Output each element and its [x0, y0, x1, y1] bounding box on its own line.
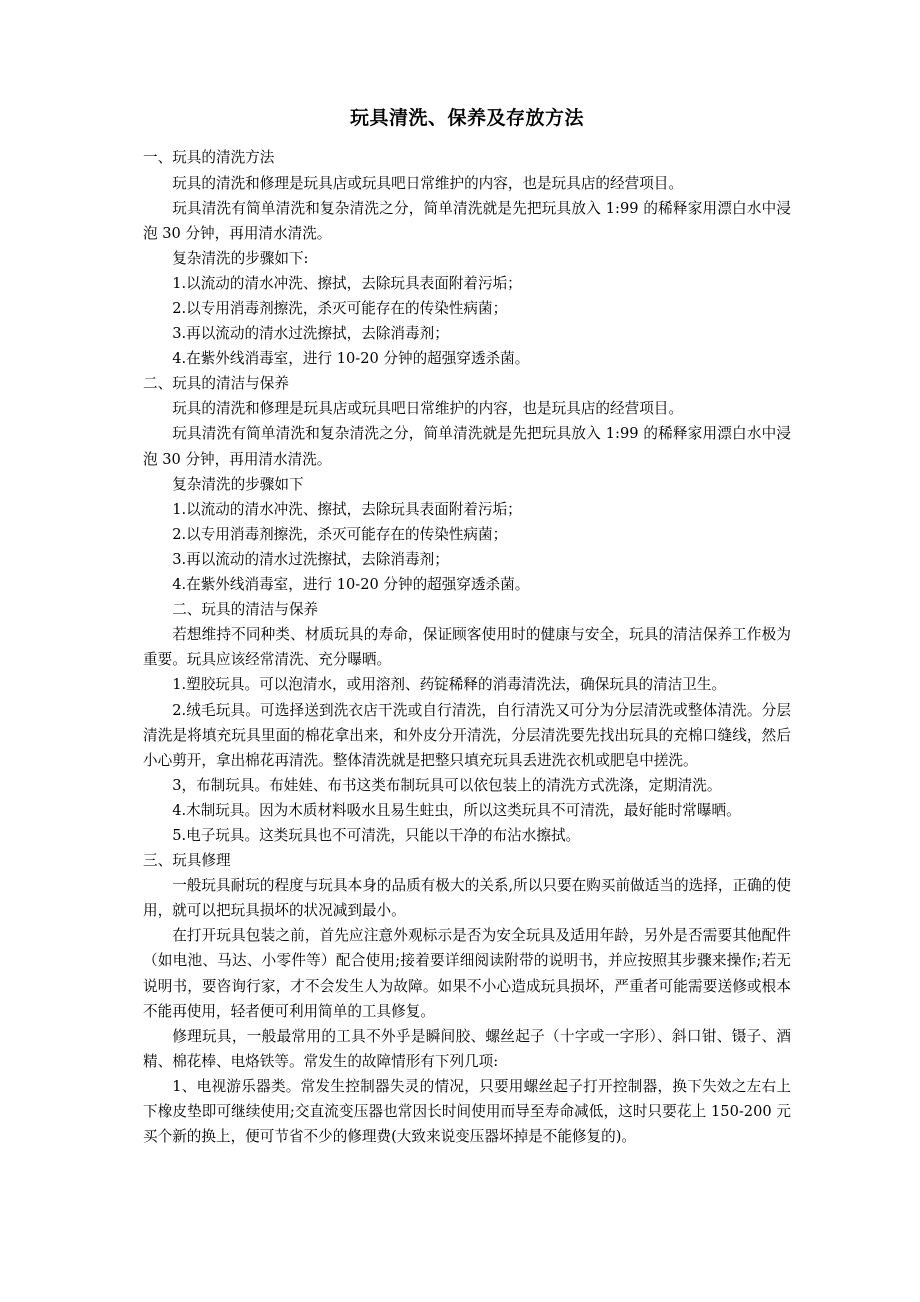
paragraph: 2.绒毛玩具。可选择送到洗衣店干洗或自行清洗，自行清洗又可分为分层清洗或整体清洗。分层清洗是将填充玩具里面的棉花拿出来，和外皮分开清洗，分层清洗要先找出玩具的充棉口缝线，然后小心剪开，拿出棉花再清洗。整体清洗就是把整只填充玩具丢进洗衣机或肥皂中搓洗。: [143, 701, 791, 769]
paragraph: 3，布制玩具。布娃娃、布书这类布制玩具可以依包装上的清洗方式洗涤，定期清洗。: [172, 776, 722, 794]
paragraph: 一般玩具耐玩的程度与玩具本身的品质有极大的关系,所以只要在购买前做适当的选择，正确的使用，就可以把玩具损坏的状况减到最小。: [143, 877, 791, 920]
list-item: 1.以流动的清水冲洗、擦拭，去除玩具表面附着污垢；: [172, 274, 522, 292]
paragraph: 二、玩具的清洁与保养: [172, 601, 319, 619]
page-title: 玩具清洗、保养及存放方法: [349, 107, 584, 129]
section-heading: 一、玩具的清洗方法: [143, 149, 275, 167]
paragraph: 玩具清洗有简单清洗和复杂清洗之分，简单清洗就是先把玩具放入 1:99 的稀释家用漂白水中浸泡 30 分钟，再用清水清洗。: [143, 425, 791, 468]
paragraph: 复杂清洗的步骤如下:: [172, 249, 309, 267]
paragraph: 复杂清洗的步骤如下: [172, 475, 304, 493]
section-heading: 三、玩具修理: [143, 852, 231, 870]
list-item: 3.再以流动的清水过洗擦拭，去除消毒剂；: [172, 325, 449, 343]
paragraph: 在打开玩具包装之前，首先应注意外观标示是否为安全玩具及适用年龄，另外是否需要其他配件（如电池、马达、小零件等）配合使用;接着要详细阅读附带的说明书，并应按照其步骤来操作;若无说明书，要咨询行家，才不会发生人为故障。如果不小心造成玩具损坏，严重者可能需要送修或根本不能再使用，轻者便可利用简单的工具修复。: [143, 927, 791, 1020]
paragraph: 修理玩具，一般最常用的工具不外乎是瞬间胶、螺丝起子（十字或一字形）、斜口钳、镊子、酒精、棉花棒、电烙铁等。常发生的故障情形有下列几项:: [143, 1027, 791, 1070]
section-heading: 二、玩具的清洁与保养: [143, 375, 289, 393]
paragraph: 5.电子玩具。这类玩具也不可清洗，只能以干净的布沾水擦拭。: [172, 826, 581, 844]
paragraph: 玩具的清洗和修理是玩具店或玩具吧日常维护的内容，也是玩具店的经营项目。: [172, 400, 683, 418]
list-item: 4.在紫外线消毒室，进行 10-20 分钟的超强穿透杀菌。: [172, 576, 530, 594]
list-item: 3.再以流动的清水过洗擦拭，去除消毒剂；: [172, 550, 449, 568]
document-body: [143, 104, 791, 1149]
list-item: 4.在紫外线消毒室，进行 10-20 分钟的超强穿透杀菌。: [172, 350, 530, 368]
list-item: 1.以流动的清水冲洗、擦拭，去除玩具表面附着污垢；: [172, 500, 522, 518]
paragraph: 玩具清洗有简单清洗和复杂清洗之分，简单清洗就是先把玩具放入 1:99 的稀释家用漂白水中浸泡 30 分钟，再用清水清洗。: [143, 199, 791, 242]
list-item: 2.以专用消毒剂擦洗，杀灭可能存在的传染性病菌；: [172, 300, 508, 317]
list-item: 2.以专用消毒剂擦洗，杀灭可能存在的传染性病菌；: [172, 525, 508, 543]
paragraph: 若想维持不同种类、材质玩具的寿命，保证顾客使用时的健康与安全，玩具的清洁保养工作极为重要。玩具应该经常清洗、充分曝晒。: [143, 626, 791, 669]
paragraph: 1、电视游乐器类。常发生控制器失灵的情况，只要用螺丝起子打开控制器，换下失效之左右上下橡皮垫即可继续使用;交直流变压器也常因长时间使用而导至寿命减低，这时只要花上 150-200 元买个新的换上，便可节省不少的修理费(大致来说变压器坏掉是不能修复的)。: [143, 1077, 791, 1146]
paragraph: 4.木制玩具。因为木质材料吸水且易生蛀虫，所以这类玩具不可清洗，最好能时常曝晒。: [172, 801, 741, 819]
document-text-blocks: [143, 145, 791, 1149]
paragraph: 1.塑胶玩具。可以泡清水，或用溶剂、药锭稀释的消毒清洗法，确保玩具的清洁卫生。: [172, 676, 727, 694]
paragraph: 玩具的清洗和修理是玩具店或玩具吧日常维护的内容，也是玩具店的经营项目。: [172, 174, 683, 192]
